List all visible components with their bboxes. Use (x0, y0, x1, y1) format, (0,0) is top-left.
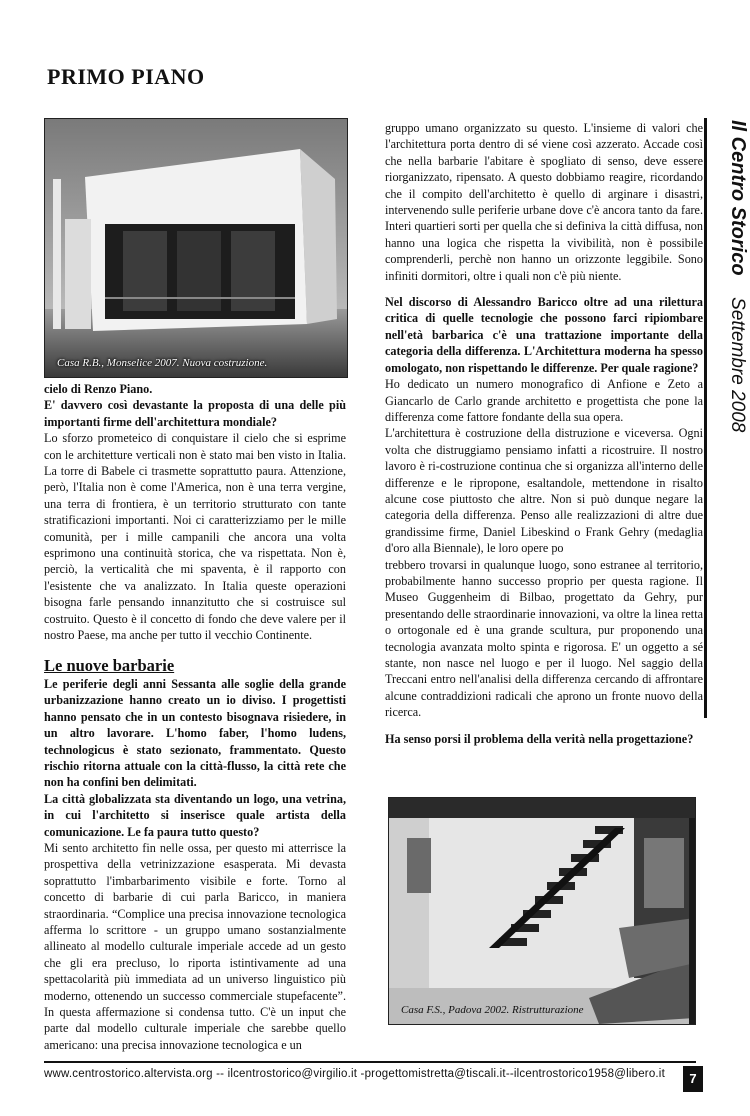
right-answer-4: trebbero trovarsi in qualunque luogo, sono estranee al territorio, probabilmente hanno successo proprio per questa ragione. Il Museo Guggenheim di Bilbao, progettato da Gehry, pur presentando delle straordinarie innovazioni, va oltre la linea retta o ortogonale ed è una grande scultura, pur proponendo una tecnologia avanzata molto spinta e rigorosa. E' un oggetto a sé stante, non nasce nel luogo e per il luogo. Nel saggio della Treccani entro nell'analisi della differenza cercando di affrontare alcune contraddizioni radicali che aprono un fronte nuovo della ricerca. (385, 557, 703, 720)
right-answer-3: L'architettura è costruzione della distruzione e viceversa. Ogni volta che distruggiamo pensiamo infatti a ricostruire. Il nostro lavoro è ri-costruzione continua che si organizza all'interno delle differenze e le ripropone, esaltandole, mettendone in risalto alcune cose piuttosto che altre. Non si può dunque negare la categoria della differenza. Penso alle realizzazioni di altre due grandissime firme, Daniel Libeskind o Frank Gehry (medaglia d'oro alla Biennale), le loro opere po (385, 426, 703, 556)
footer-rule (44, 1061, 696, 1063)
masthead-vertical (708, 118, 749, 678)
left-column (44, 381, 346, 1053)
section-title: PRIMO PIANO (47, 64, 205, 89)
page-number: 7 (683, 1066, 703, 1092)
right-column (385, 120, 703, 747)
interior-photo-illustration (389, 798, 695, 1024)
right-question-1: Nel discorso di Alessandro Baricco oltre ad una rilettura critica di quelle tecnologie che possono farci ripiombare nell'età barbarica c'è una trattazione importante della categoria della differenza. L'Architettura moderna ha spesso omologato, non rispettando le differenze. Per quale ragione? (385, 295, 703, 375)
masthead-date: Settembre 2008 (727, 297, 748, 433)
house-photo-illustration (45, 119, 347, 377)
left-answer-1: Lo sforzo prometeico di conquistare il cielo che si esprime con le architetture verticali non è stato mai ben visto in Italia. La torre di Babele ci trasmette soprattutto paura. Attenzione, però, l'Italia non è come l'America, non è una terra vergine, una terra di frontiera, è un territorio strutturato con tante stratificazioni importanti. Noi ci caratterizziamo per le mille comunità, per i mille campanili che ancora una volta esprimono una continuità storica, che va rispettata. Non è, perciò, la verticalità che mi spaventa, è il rapporto con l'esistente che va analizzato. In Italia queste operazioni bisogna farle pensando innanzitutto che si costruisce sul costruito. Questo è il concetto di fondo che deve valere per il nostro Paese, ma anche per tutto il vecchio Continente. (44, 431, 346, 643)
footer-contacts: www.centrostorico.altervista.org -- ilcentrostorico@virgilio.it -progettomistretta@tiscali.it--ilcentrostorico1958@libero.it (44, 1068, 665, 1080)
right-question-2: Ha senso porsi il problema della verità nella progettazione? (385, 731, 694, 746)
side-rule (704, 118, 707, 718)
photo1-caption: Casa R.B., Monselice 2007. Nuova costruzione. (57, 357, 268, 369)
photo2-caption: Casa F.S., Padova 2002. Ristrutturazione (401, 1004, 584, 1016)
photo-house-monselice (44, 118, 348, 378)
left-question-1: cielo di Renzo Piano. E' davvero così devastante la proposta di una delle più importanti firme dell'architettura mondiale? (44, 382, 346, 429)
left-question-3: La città globalizzata sta diventando un logo, una vetrina, in cui l'architetto si inserisce quale artista della comunicazione. Le fa paura tutto questo? (44, 791, 346, 839)
svg-text:Il Centro Storico Settem (727, 120, 749, 433)
right-answer-2: Ho dedicato un numero monografico di Anfione e Zeto a Giancarlo de Carlo grande architetto e progettista che pone la differenza come fattore fondante della sua opera. (385, 377, 703, 424)
left-question-2: Le periferie degli anni Sessanta alle soglie della grande urbanizzazione hanno creato un io diviso. I progettisti hanno pensato che in un contesto bisognava risiedere, in un altro lavorare. L'homo faber, l'homo ludens, technologicus è stato sezionato, frammentato. Questo rischio ritorna attuale con la città-flusso, la città rete che non ha confini ben delimitati. (44, 676, 346, 790)
right-answer-1: gruppo umano organizzato su questo. L'insieme di valori che l'architettura porta dentro di sé viene così azzerato. Accade così che nella barbarie l'abitare è spogliato di senso, deve essere riorganizzato, ripensato. A questo dobbiamo reagire, ricordando che il compito dell'architetto è quello di arginare i disastri, intervenendo sulle periferie urbane dove c'è ancora tanto da fare. Interi quartieri sorti per quella che si definiva la città diffusa, non hanno una logica che rispetta la vivibilità, non è possibile comprenderli, perchè non hanno un orizzonte leggibile. Sono infiniti dormitori, oltre i quali non c'è più niente. (385, 121, 703, 283)
photo-interior-padova (388, 797, 696, 1025)
masthead-title: Il Centro Storico (727, 120, 749, 276)
subheading-nuove-barbarie: Le nuove barbarie (44, 655, 175, 675)
left-answer-2: Mi sento architetto fin nelle ossa, per questo mi atterrisce la prospettiva della vetrinizzazione esasperata. Mi devasta soprattutto l'imbarbarimento visibile e forte. Torno al concetto di barbarie di cui parla Baricco, in maniera straordinaria. “Complice una precisa innovazione tecnologica afferma lo scrittore - un gruppo umano sostanzialmente allineato al modello culturale imperiale accede ad un gesto che gli era precluso, lo riporta istintivamente ad una spettacolarità più immediata ad un universo linguistico più moderno, ottenendo un successo commerciale stupefacente”. In questa affermazione si condensa tutto. C'è un input che parte dal modello culturale imperiale che sarebbe quello americano: una precisa innovazione tecnologica e un (44, 840, 346, 1052)
